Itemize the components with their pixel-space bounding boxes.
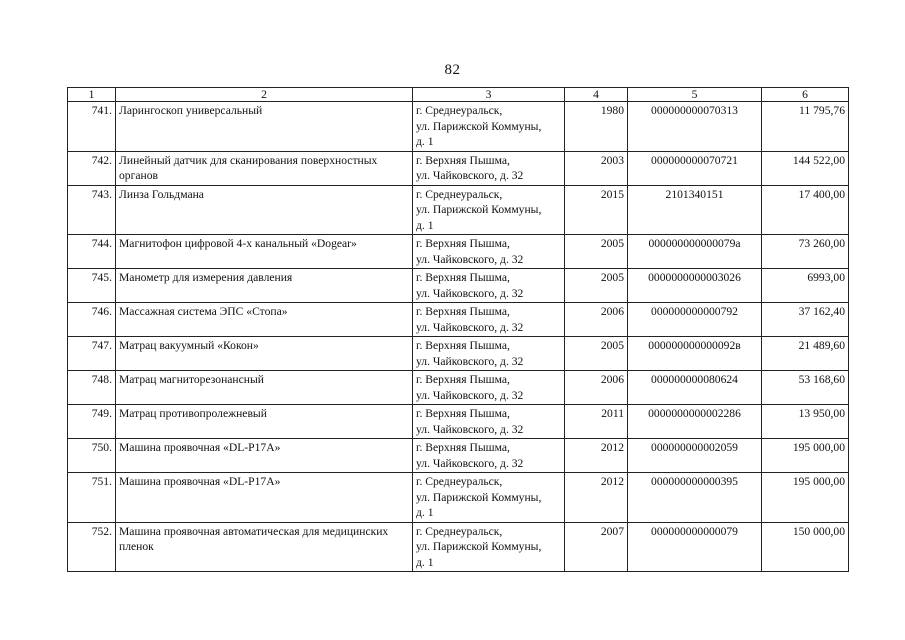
item-cost: 37 162,40	[762, 303, 849, 337]
address-line: г. Верхняя Пышма,	[416, 237, 510, 250]
column-header-name: 2	[116, 88, 413, 102]
item-inventory-number: 000000000000395	[628, 473, 762, 523]
address-line: ул. Чайковского, д. 32	[416, 286, 524, 300]
item-cost: 195 000,00	[762, 473, 849, 523]
item-year: 2007	[565, 522, 628, 572]
item-address	[413, 303, 565, 337]
item-address	[413, 337, 565, 371]
item-cost: 53 168,60	[762, 371, 849, 405]
address-line: г. Среднеуральск,	[416, 524, 503, 538]
item-year: 2005	[565, 269, 628, 303]
item-name: Линейный датчик для сканирования поверхностных органов	[116, 151, 413, 185]
item-name: Ларингоскоп универсальный	[116, 102, 413, 152]
table-body	[68, 102, 849, 572]
item-cost: 144 522,00	[762, 151, 849, 185]
address-line: ул. Парижской Коммуны,	[416, 540, 542, 553]
item-address	[413, 185, 565, 235]
item-inventory-number: 000000000002059	[628, 439, 762, 473]
address-line: г. Верхняя Пышма,	[416, 407, 510, 420]
address-line: г. Верхняя Пышма,	[416, 305, 510, 318]
column-header-address: 3	[413, 88, 565, 102]
table-row	[68, 303, 849, 337]
item-address	[413, 269, 565, 303]
address-line: г. Верхняя Пышма,	[416, 373, 510, 386]
item-cost: 13 950,00	[762, 405, 849, 439]
address-line: ул. Чайковского, д. 32	[416, 320, 524, 334]
address-line: д. 1	[416, 218, 434, 232]
item-name: Машина проявочная «DL-P17A»	[116, 473, 413, 523]
header-row	[68, 88, 849, 102]
item-cost: 73 260,00	[762, 235, 849, 269]
item-inventory-number: 000000000000079	[628, 522, 762, 572]
item-year: 2012	[565, 473, 628, 523]
address-line: ул. Парижской Коммуны,	[416, 203, 542, 216]
address-line: ул. Чайковского, д. 32	[416, 456, 524, 470]
row-number: 748.	[68, 371, 116, 405]
address-line: г. Среднеуральск,	[416, 475, 503, 488]
item-inventory-number: 2101340151	[628, 185, 762, 235]
item-year: 2012	[565, 439, 628, 473]
table-row	[68, 269, 849, 303]
address-line: ул. Парижской Коммуны,	[416, 490, 542, 504]
address-line: г. Среднеуральск,	[416, 104, 503, 117]
item-cost: 17 400,00	[762, 185, 849, 235]
item-year: 2011	[565, 405, 628, 439]
row-number: 741.	[68, 102, 116, 152]
item-cost: 11 795,76	[762, 102, 849, 152]
item-year: 2003	[565, 151, 628, 185]
row-number: 746.	[68, 303, 116, 337]
row-number: 743.	[68, 185, 116, 235]
item-address	[413, 473, 565, 523]
item-inventory-number: 000000000000079а	[628, 235, 762, 269]
item-year: 2006	[565, 371, 628, 405]
address-line: г. Верхняя Пышма,	[416, 441, 510, 454]
table-row	[68, 522, 849, 572]
item-name: Машина проявочная автоматическая для медицинских пленок	[116, 522, 413, 572]
item-cost: 6993,00	[762, 269, 849, 303]
item-name: Матрац вакуумный «Кокон»	[116, 337, 413, 371]
table-row	[68, 151, 849, 185]
row-number: 752.	[68, 522, 116, 572]
item-cost: 150 000,00	[762, 522, 849, 572]
row-number: 751.	[68, 473, 116, 523]
address-line: ул. Чайковского, д. 32	[416, 252, 524, 266]
address-line: ул. Чайковского, д. 32	[416, 354, 524, 368]
row-number: 750.	[68, 439, 116, 473]
item-address	[413, 371, 565, 405]
table-row	[68, 405, 849, 439]
item-year: 2005	[565, 337, 628, 371]
address-line: ул. Чайковского, д. 32	[416, 169, 524, 182]
item-year: 2006	[565, 303, 628, 337]
item-name: Матрац магниторезонансный	[116, 371, 413, 405]
item-cost: 195 000,00	[762, 439, 849, 473]
address-line: д. 1	[416, 555, 434, 569]
table-row	[68, 371, 849, 405]
row-number: 747.	[68, 337, 116, 371]
column-header-inventory: 5	[628, 88, 762, 102]
property-registry-table	[67, 87, 849, 572]
address-line: д. 1	[416, 135, 434, 148]
column-header-number: 1	[68, 88, 116, 102]
item-address	[413, 439, 565, 473]
item-year: 2015	[565, 185, 628, 235]
table-row	[68, 185, 849, 235]
item-inventory-number: 000000000000092в	[628, 337, 762, 371]
address-line: д. 1	[416, 506, 434, 519]
item-address	[413, 151, 565, 185]
item-address	[413, 522, 565, 572]
item-address	[413, 235, 565, 269]
item-inventory-number: 000000000070721	[628, 151, 762, 185]
table-row	[68, 337, 849, 371]
item-name: Массажная система ЭПС «Стопа»	[116, 303, 413, 337]
item-inventory-number: 0000000000002286	[628, 405, 762, 439]
row-number: 745.	[68, 269, 116, 303]
address-line: ул. Парижской Коммуны,	[416, 119, 542, 133]
address-line: г. Верхняя Пышма,	[416, 271, 510, 284]
item-inventory-number: 000000000000792	[628, 303, 762, 337]
column-header-year: 4	[565, 88, 628, 102]
page-number: 82	[444, 62, 461, 78]
table-row	[68, 439, 849, 473]
address-line: г. Среднеуральск,	[416, 187, 503, 201]
address-line: г. Верхняя Пышма,	[416, 339, 510, 352]
row-number: 744.	[68, 235, 116, 269]
item-address	[413, 102, 565, 152]
item-inventory-number: 0000000000003026	[628, 269, 762, 303]
row-number: 749.	[68, 405, 116, 439]
item-year: 2005	[565, 235, 628, 269]
item-name: Линза Гольдмана	[116, 185, 413, 235]
item-year: 1980	[565, 102, 628, 152]
table-row	[68, 473, 849, 523]
column-header-cost: 6	[762, 88, 849, 102]
item-name: Магнитофон цифровой 4-х канальный «Dogear»	[116, 235, 413, 269]
item-inventory-number: 000000000080624	[628, 371, 762, 405]
address-line: ул. Чайковского, д. 32	[416, 422, 524, 436]
item-cost: 21 489,60	[762, 337, 849, 371]
row-number: 742.	[68, 151, 116, 185]
item-name: Манометр для измерения давления	[116, 269, 413, 303]
address-line: ул. Чайковского, д. 32	[416, 388, 524, 402]
item-name: Матрац противопролежневый	[116, 405, 413, 439]
table-row	[68, 102, 849, 152]
item-name: Машина проявочная «DL-P17A»	[116, 439, 413, 473]
item-address	[413, 405, 565, 439]
item-inventory-number: 000000000070313	[628, 102, 762, 152]
address-line: г. Верхняя Пышма,	[416, 153, 510, 167]
table-row	[68, 235, 849, 269]
